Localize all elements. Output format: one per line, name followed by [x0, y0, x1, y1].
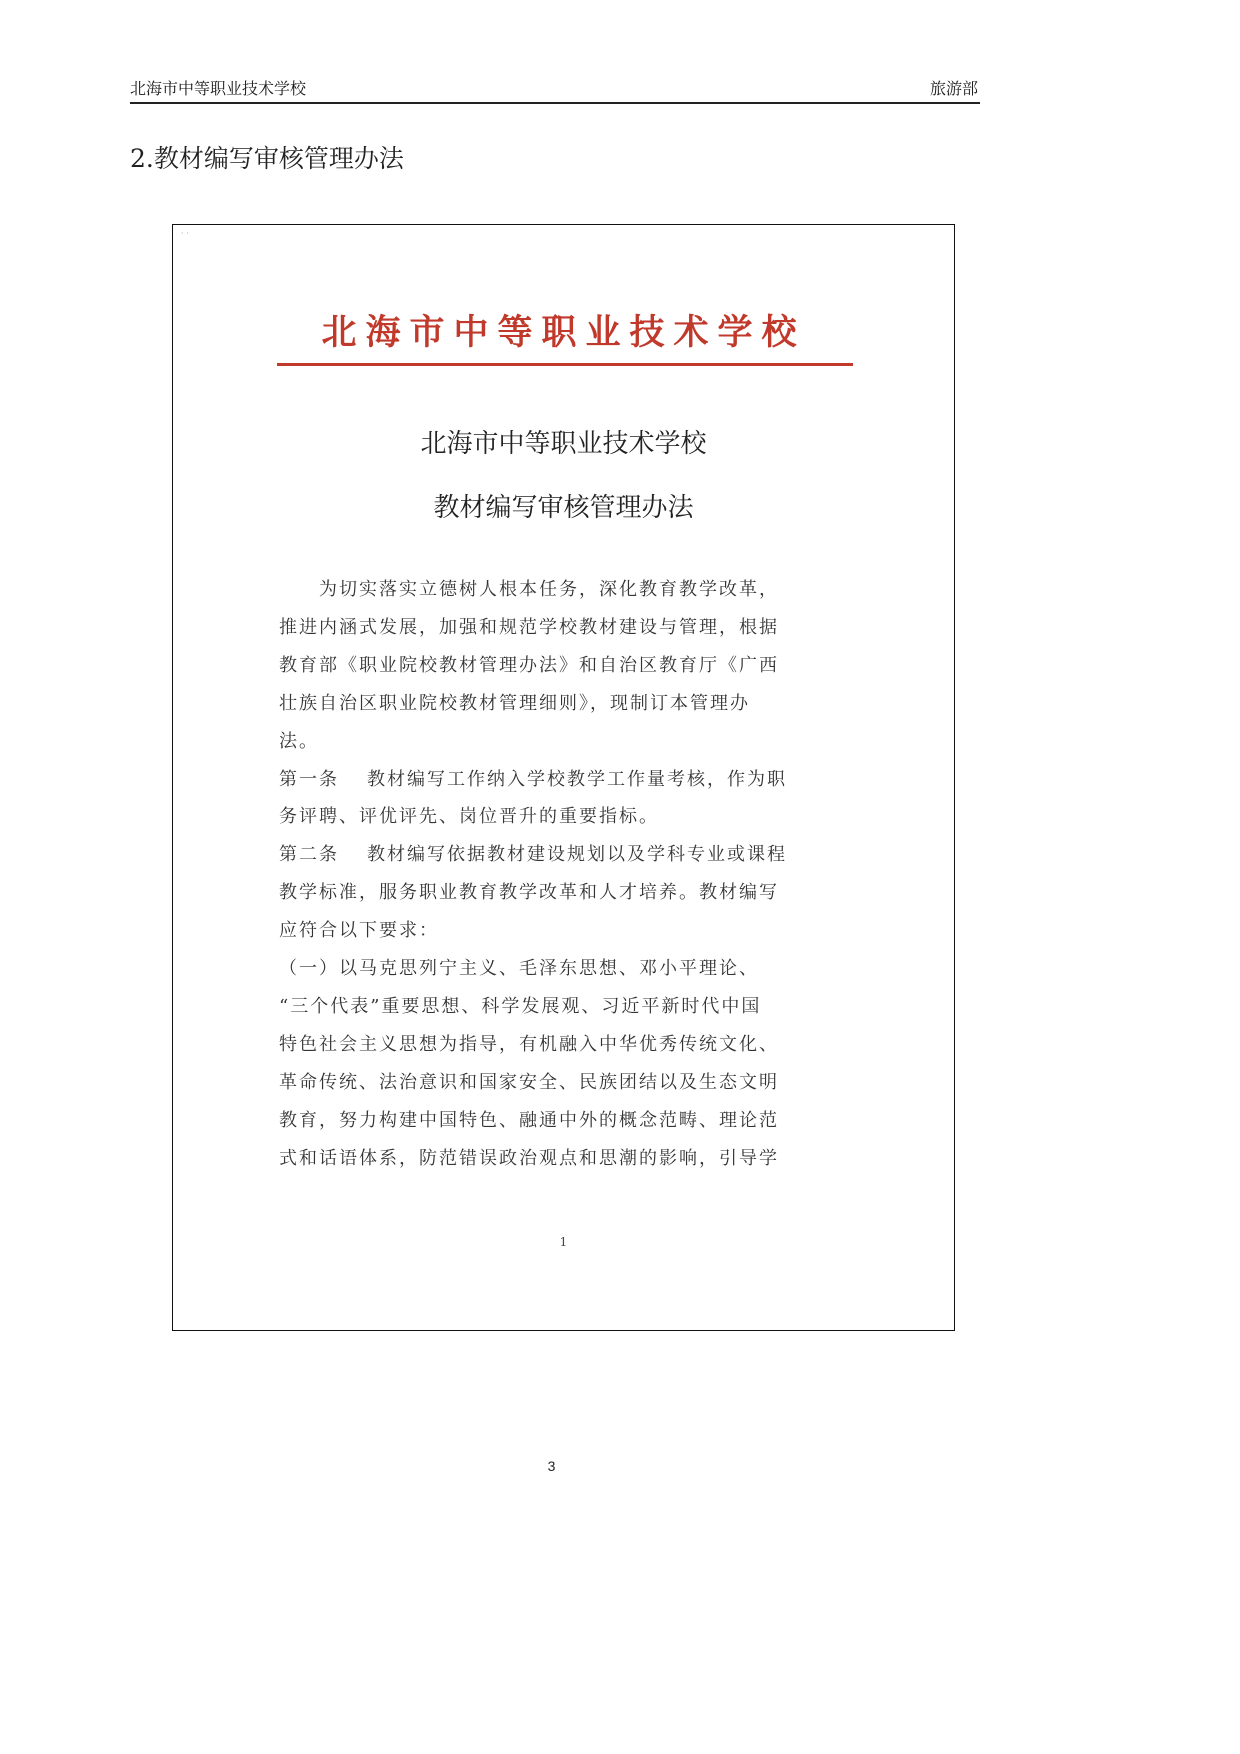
item-1-line: 革命传统、法治意识和国家安全、民族团结以及生态文明: [279, 1071, 779, 1093]
letterhead-red-rule: [277, 363, 853, 366]
header-department: 旅游部: [929, 79, 978, 98]
letterhead-school-name: 北海市中等职业技术学校: [321, 313, 806, 353]
section-title: 2.教材编写审核管理办法: [130, 144, 404, 173]
article-1-label: 第一条: [279, 768, 339, 790]
scanned-page-number: 1: [559, 1235, 568, 1249]
article-2-line: 应符合以下要求：: [279, 920, 439, 942]
scan-corner-mark: · ·: [181, 229, 189, 238]
intro-line: 为切实落实立德树人根本任务，深化教育教学改革，: [319, 579, 779, 600]
page-number: 3: [547, 1458, 556, 1474]
scanned-document-image: [172, 224, 955, 1331]
page-header: [130, 76, 980, 104]
item-1-line: 教育，努力构建中国特色、融通中外的概念范畴、理论范: [279, 1109, 779, 1131]
header-school-name: 北海市中等职业技术学校: [130, 79, 307, 98]
article-1-line: 务评聘、评优评先、岗位晋升的重要指标。: [279, 806, 659, 828]
intro-line: 法。: [279, 730, 319, 752]
intro-line: 教育部《职业院校教材管理办法》和自治区教育厅《广西: [279, 654, 779, 676]
article-2-line: 教学标准，服务职业教育教学改革和人才培养。教材编写: [279, 882, 779, 904]
item-1-line: “三个代表”重要思想、科学发展观、习近平新时代中国: [279, 995, 762, 1017]
item-1-line: 特色社会主义思想为指导，有机融入中华优秀传统文化、: [279, 1033, 779, 1055]
item-1-line: 式和话语体系，防范错误政治观点和思潮的影响，引导学: [279, 1147, 779, 1169]
document-title-line-2: 教材编写审核管理办法: [433, 493, 694, 523]
article-2-text: 教材编写依据教材建设规划以及学科专业或课程: [367, 844, 787, 866]
item-1-line: （一）以马克思列宁主义、毛泽东思想、邓小平理论、: [279, 958, 759, 980]
document-title-line-1: 北海市中等职业技术学校: [420, 429, 707, 459]
intro-line: 壮族自治区职业院校教材管理细则》，现制订本管理办: [279, 692, 750, 714]
article-2-line: [279, 836, 845, 874]
intro-line: 推进内涵式发展，加强和规范学校教材建设与管理，根据: [279, 616, 779, 638]
article-1-text: 教材编写工作纳入学校教学工作量考核，作为职: [367, 768, 787, 790]
article-1-line: [279, 761, 845, 799]
article-2-label: 第二条: [279, 844, 339, 866]
document-body: [279, 571, 845, 1178]
